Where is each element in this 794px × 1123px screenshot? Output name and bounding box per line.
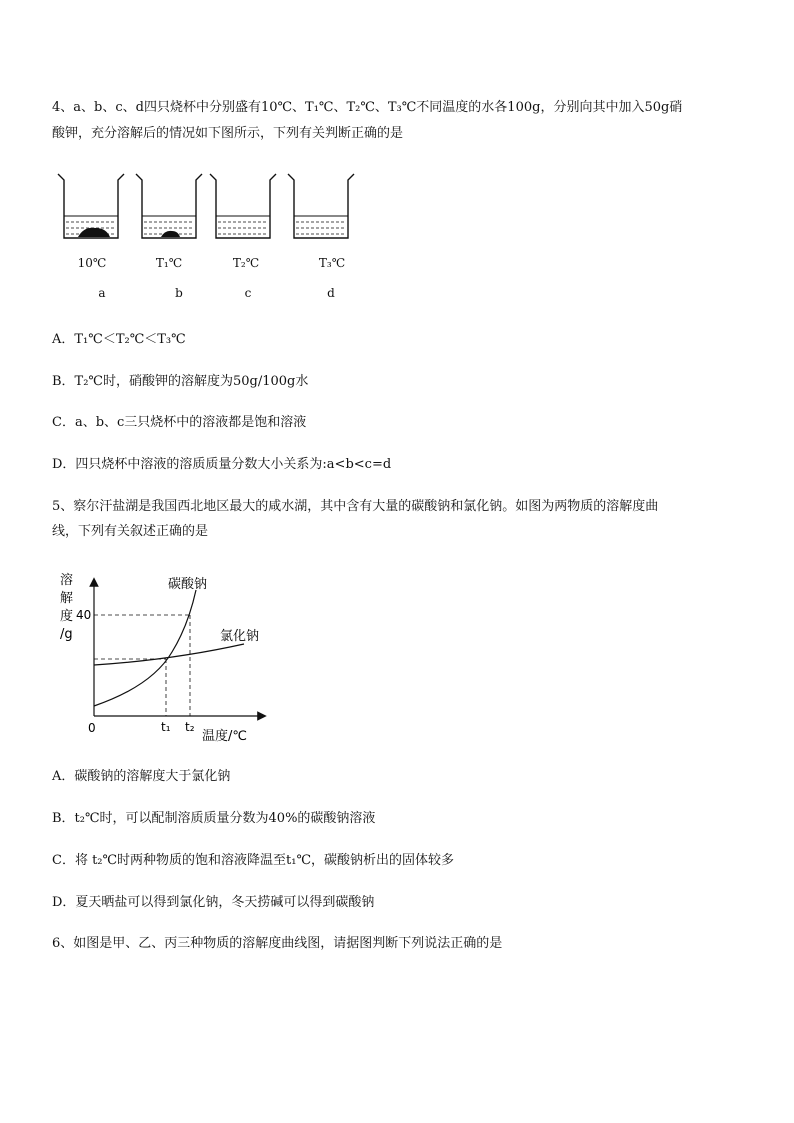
- beaker-b-temp: T₁℃: [155, 256, 183, 270]
- beaker-b-letter: b: [175, 286, 183, 300]
- beaker-figure: [52, 166, 372, 306]
- q5-option-c: C．将 t₂℃时两种物质的饱和溶液降温至t₁℃，碳酸钠析出的固体较多: [52, 853, 455, 868]
- beaker-a-letter: a: [98, 286, 106, 300]
- beaker-d: [288, 174, 354, 238]
- q4-stem-line2: 酸钾，充分溶解后的情况如下图所示，下列有关判断正确的是: [52, 126, 404, 141]
- undissolved-solid-b: [161, 231, 180, 237]
- q5-option-d: D．夏天晒盐可以得到氯化钠，冬天捞碱可以得到碳酸钠: [52, 895, 375, 910]
- origin-label: 0: [88, 721, 96, 735]
- q5-stem-line1: 5、察尔汗盐湖是我国西北地区最大的咸水湖，其中含有大量的碳酸钠和氯化钠。如图为两物质的溶解度曲: [52, 499, 659, 514]
- x-axis-label: 温度/℃: [202, 729, 247, 744]
- q5-stem-line2: 线，下列有关叙述正确的是: [52, 524, 209, 539]
- beaker-c: [210, 174, 276, 238]
- beaker-d-temp: T₃℃: [318, 256, 346, 270]
- q4-option-a: A．T₁℃＜T₂℃＜T₃℃: [52, 332, 186, 347]
- q5-option-b: B．t₂℃时，可以配制溶质质量分数为40%的碳酸钠溶液: [52, 811, 376, 826]
- curve-sodium-chloride: [94, 644, 244, 665]
- solubility-graph: [52, 568, 282, 748]
- q6-stem-line1: 6、如图是甲、乙、丙三种物质的溶解度曲线图，请据图判断下列说法正确的是: [52, 936, 503, 951]
- beaker-c-temp: T₂℃: [232, 256, 260, 270]
- beakers-drawing: [52, 166, 372, 246]
- ylabel-char-1: 溶: [60, 573, 74, 588]
- beaker-c-letter: c: [244, 286, 252, 300]
- q4-option-b: B．T₂℃时，硝酸钾的溶解度为50g/100g水: [52, 374, 309, 389]
- x-tick-t1: t₁: [161, 720, 171, 734]
- ylabel-char-4: /g: [60, 627, 73, 642]
- ylabel-char-3: 度: [60, 609, 74, 624]
- q4-option-d: D．四只烧杯中溶液的溶质质量分数大小关系为:a<b<c=d: [52, 457, 392, 472]
- curve-sodium-carbonate: [94, 590, 196, 706]
- beaker-d-letter: d: [327, 286, 335, 300]
- q4-option-c: C．a、b、c三只烧杯中的溶液都是饱和溶液: [52, 415, 307, 430]
- y-tick-40: 40: [76, 608, 92, 622]
- beaker-b: [136, 174, 202, 238]
- curve-label-sodium-carbonate: 碳酸钠: [168, 577, 208, 592]
- undissolved-solid-a: [78, 228, 110, 237]
- q4-stem-line1: 4、a、b、c、d四只烧杯中分别盛有10℃、T₁℃、T₂℃、T₃℃不同温度的水各100g，分别向其中加入50g硝: [52, 100, 683, 115]
- q5-option-a: A．碳酸钠的溶解度大于氯化钠: [52, 769, 231, 784]
- beaker-a-temp: 10℃: [77, 256, 107, 270]
- curve-label-sodium-chloride: 氯化钠: [220, 629, 260, 644]
- ylabel-char-2: 解: [60, 591, 74, 606]
- x-tick-t2: t₂: [185, 720, 195, 734]
- beaker-a: [58, 174, 124, 238]
